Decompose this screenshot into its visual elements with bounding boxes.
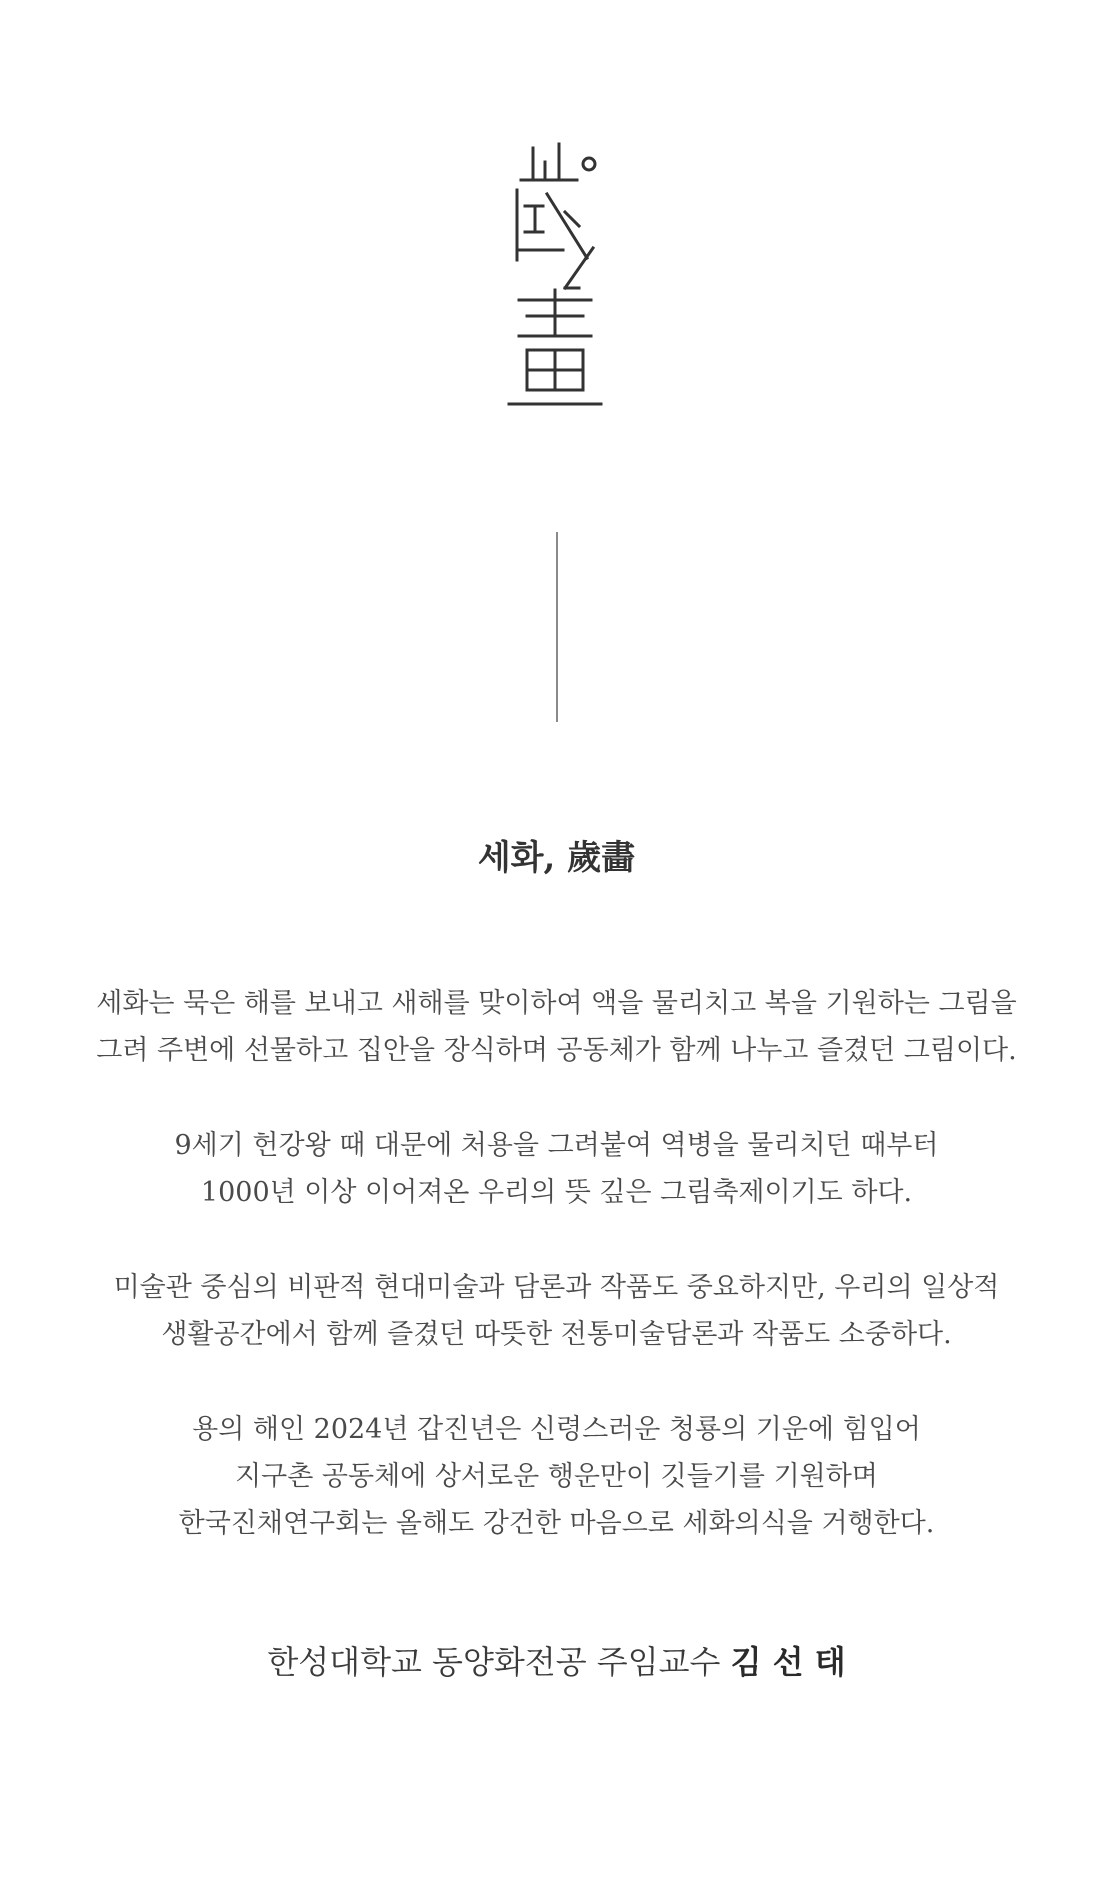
paragraph-line: 9세기 헌강왕 때 대문에 처용을 그려붙여 역병을 물리치던 때부터 — [174, 1130, 939, 1161]
paragraph-line: 용의 해인 2024년 갑진년은 신령스러운 청룡의 기운에 힘입어 — [192, 1414, 921, 1445]
paragraph-2 — [0, 1122, 1113, 1216]
signature-affiliation: 한성대학교 동양화전공 주임교수 — [267, 1643, 721, 1681]
paragraph-line: 1000년 이상 이어져온 우리의 뜻 깊은 그림축제이기도 하다. — [200, 1177, 913, 1208]
page-title: 세화, 歲畵 — [477, 838, 636, 878]
sehwa-calligraphy-logo-icon — [505, 140, 605, 420]
divider-line — [556, 532, 558, 722]
paragraph-4 — [0, 1406, 1113, 1547]
signature — [0, 1640, 1113, 1684]
paragraph-line: 세화는 묵은 해를 보내고 새해를 맞이하여 액을 물리치고 복을 기원하는 그림을 — [96, 988, 1017, 1019]
paragraph-line: 그려 주변에 선물하고 집안을 장식하며 공동체가 함께 나누고 즐겼던 그림이다. — [96, 1035, 1017, 1066]
signature-name: 김 선 태 — [730, 1643, 846, 1681]
paragraph-1 — [0, 980, 1113, 1074]
paragraph-3 — [0, 1264, 1113, 1358]
paragraph-line: 생활공간에서 함께 즐겼던 따뜻한 전통미술담론과 작품도 소중하다. — [161, 1319, 952, 1350]
sehwa-logo — [505, 140, 605, 420]
paragraph-line: 미술관 중심의 비판적 현대미술과 담론과 작품도 중요하지만, 우리의 일상적 — [113, 1272, 1000, 1303]
paragraph-line: 지구촌 공동체에 상서로운 행운만이 깃들기를 기원하며 — [235, 1461, 878, 1492]
paragraph-line: 한국진채연구회는 올해도 강건한 마음으로 세화의식을 거행한다. — [178, 1508, 935, 1539]
